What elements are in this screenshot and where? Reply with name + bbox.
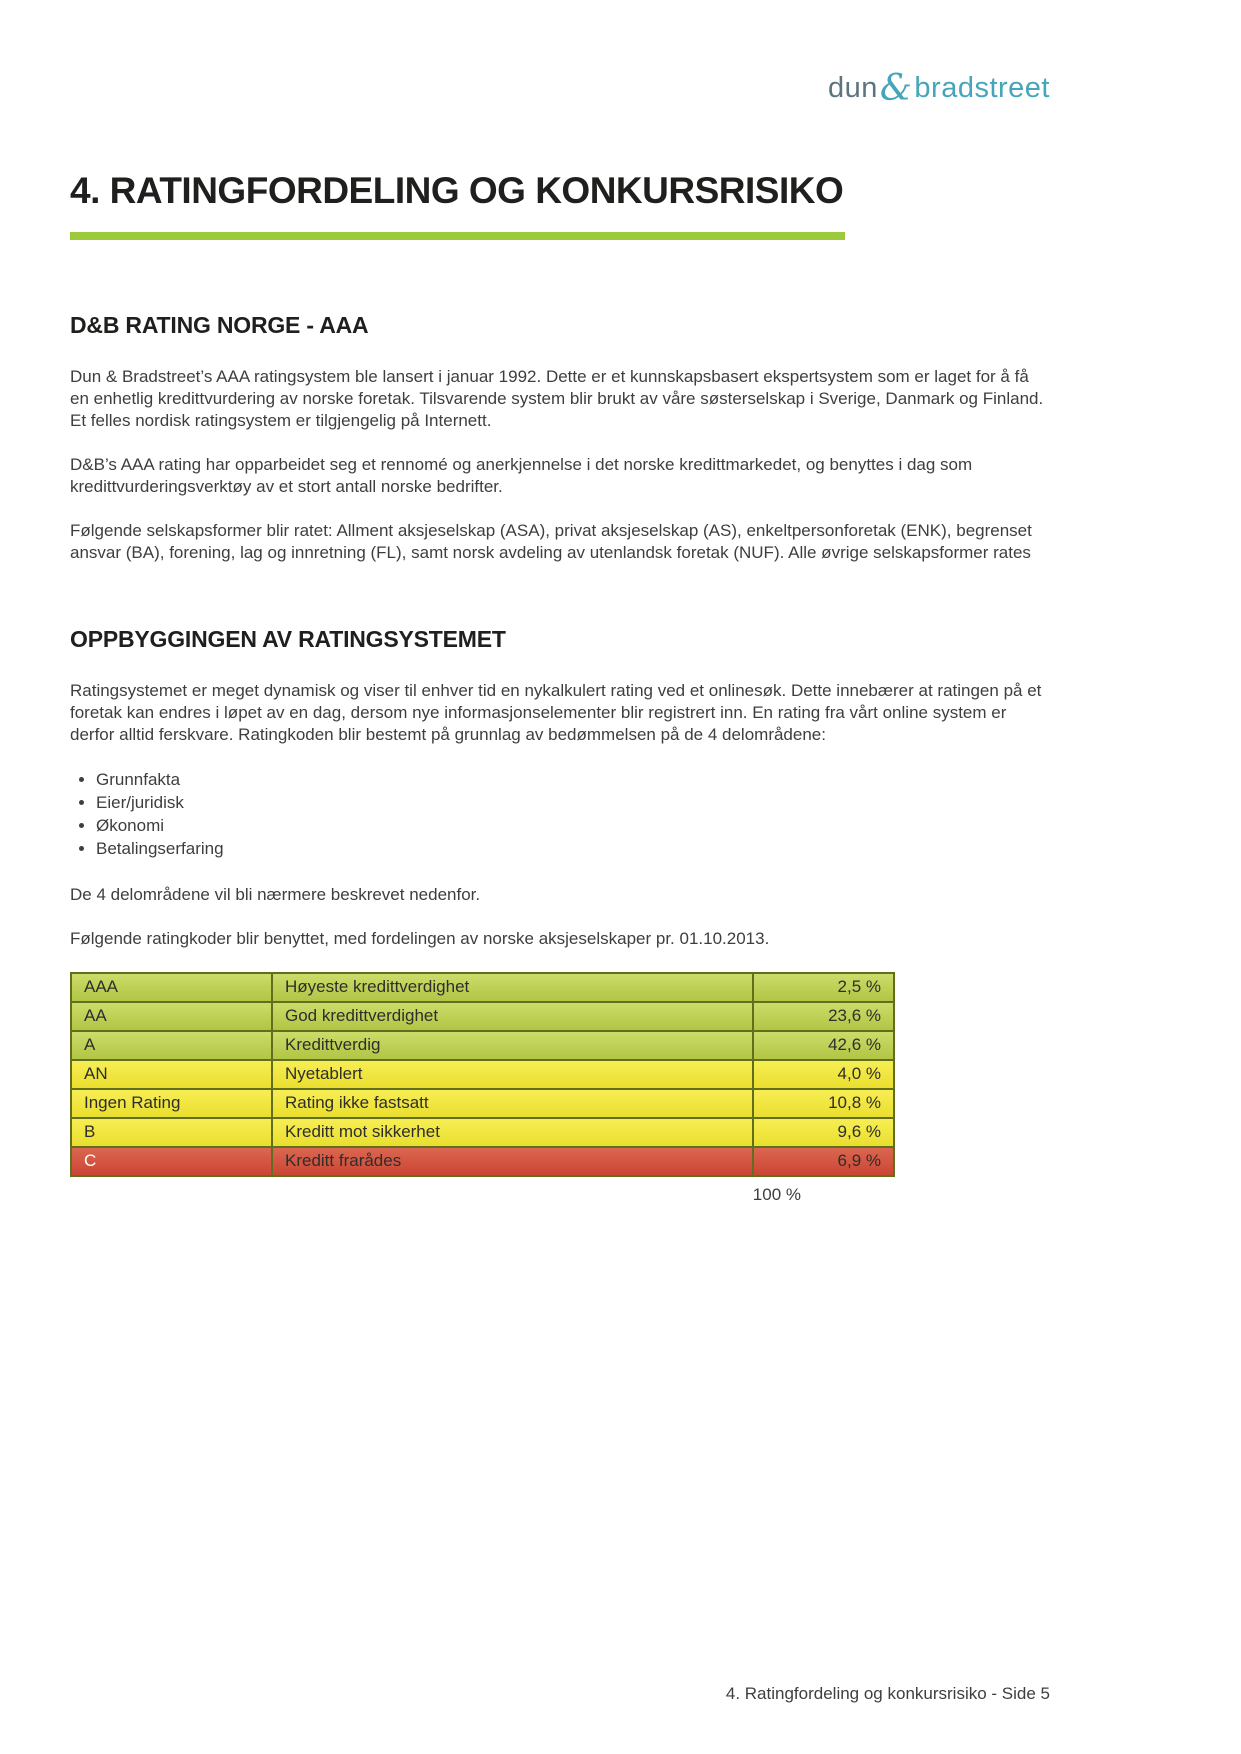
paragraph: Dun & Bradstreet’s AAA ratingsystem ble lansert i januar 1992. Dette er et kunnskapsbasert ekspertsystem som er laget for å få en enhetlig kredittvurdering av norske foretak. Tilsvarende system blir brukt av våre søsterselskap i Sverige, Danmark og Finland. Et felles nordisk ratingsystem er tilgjengelig på Internett. bbox=[70, 366, 1044, 430]
rating-share-cell: 9,6 % bbox=[753, 1118, 894, 1147]
rating-share-cell: 10,8 % bbox=[753, 1089, 894, 1118]
rating-code-cell: AN bbox=[71, 1060, 272, 1089]
rating-areas-list bbox=[70, 768, 1050, 860]
rating-description-cell: Nyetablert bbox=[272, 1060, 753, 1089]
table-row bbox=[71, 973, 894, 1002]
section-oppbyggingen bbox=[70, 626, 1050, 950]
section-heading-db-rating: D&B RATING NORGE - AAA bbox=[70, 311, 369, 338]
list-item: • Eier/juridisk bbox=[96, 791, 1050, 814]
paragraph: De 4 delområdene vil bli nærmere beskrevet nedenfor. bbox=[70, 884, 481, 904]
page-title: 4. RATINGFORDELING OG KONKURSRISIKO bbox=[70, 170, 844, 211]
title-accent-rule bbox=[70, 232, 845, 240]
rating-table bbox=[70, 972, 895, 1177]
dun-bradstreet-logo bbox=[828, 68, 1050, 109]
rating-description-cell: Høyeste kredittverdighet bbox=[272, 973, 753, 1002]
table-total: 100 % bbox=[752, 1184, 801, 1204]
logo-text-bradstreet: bradstreet bbox=[914, 72, 1050, 104]
paragraph: Følgende selskapsformer blir ratet: Allment aksjeselskap (ASA), privat aksjeselskap (AS), enkeltpersonforetak (ENK), begrenset ansvar (BA), forening, lag og innretning (FL), samt norsk avdeling av utenlandsk foretak (NUF). Alle øvrige selskapsformer rates bbox=[70, 520, 1032, 562]
paragraph: Ratingsystemet er meget dynamisk og viser til enhver tid en nykalkulert rating ved et onlinesøk. Dette innebærer at ratingen på et foretak kan endres i løpet av en dag, dersom nye informasjonselementer blir registrert inn. En rating fra vårt online system er derfor alltid ferskvare. Ratingkoden blir bestemt på grunnlag av bedømmelsen på de 4 delområdene: bbox=[70, 680, 1042, 744]
table-row bbox=[71, 1089, 894, 1118]
paragraph: Følgende ratingkoder blir benyttet, med fordelingen av norske aksjeselskaper pr. 01.10.2013. bbox=[70, 928, 770, 948]
list-item: • Grunnfakta bbox=[96, 768, 1050, 791]
rating-code-cell: Ingen Rating bbox=[71, 1089, 272, 1118]
table-row bbox=[71, 1002, 894, 1031]
rating-share-cell: 42,6 % bbox=[753, 1031, 894, 1060]
rating-description-cell: God kredittverdighet bbox=[272, 1002, 753, 1031]
rating-share-cell: 2,5 % bbox=[753, 973, 894, 1002]
table-row bbox=[71, 1031, 894, 1060]
rating-share-cell: 6,9 % bbox=[753, 1147, 894, 1176]
rating-code-cell: AAA bbox=[71, 973, 272, 1002]
rating-description-cell: Kreditt frarådes bbox=[272, 1147, 753, 1176]
paragraph: D&B’s AAA rating har opparbeidet seg et rennomé og anerkjennelse i det norske kredittmarkedet, og benyttes i dag som kredittvurderingsverktøy av et stort antall norske bedrifter. bbox=[70, 454, 973, 496]
logo-ampersand-icon: & bbox=[879, 68, 913, 109]
rating-share-cell: 23,6 % bbox=[753, 1002, 894, 1031]
rating-code-cell: C bbox=[71, 1147, 272, 1176]
page-footer: 4. Ratingfordeling og konkursrisiko - Side 5 bbox=[725, 1684, 1050, 1703]
table-row bbox=[71, 1118, 894, 1147]
section-heading-oppbyggingen: OPPBYGGINGEN AV RATINGSYSTEMET bbox=[70, 625, 506, 652]
rating-share-cell: 4,0 % bbox=[753, 1060, 894, 1089]
table-row bbox=[71, 1060, 894, 1089]
rating-code-cell: B bbox=[71, 1118, 272, 1147]
logo-text-dun: dun bbox=[827, 72, 878, 104]
rating-code-cell: A bbox=[71, 1031, 272, 1060]
list-item: • Betalingserfaring bbox=[96, 837, 1050, 860]
rating-description-cell: Kreditt mot sikkerhet bbox=[272, 1118, 753, 1147]
rating-code-cell: AA bbox=[71, 1002, 272, 1031]
rating-description-cell: Kredittverdig bbox=[272, 1031, 753, 1060]
table-row bbox=[71, 1147, 894, 1176]
rating-description-cell: Rating ikke fastsatt bbox=[272, 1089, 753, 1118]
section-db-rating-norge bbox=[70, 312, 1050, 564]
list-item: • Økonomi bbox=[96, 814, 1050, 837]
